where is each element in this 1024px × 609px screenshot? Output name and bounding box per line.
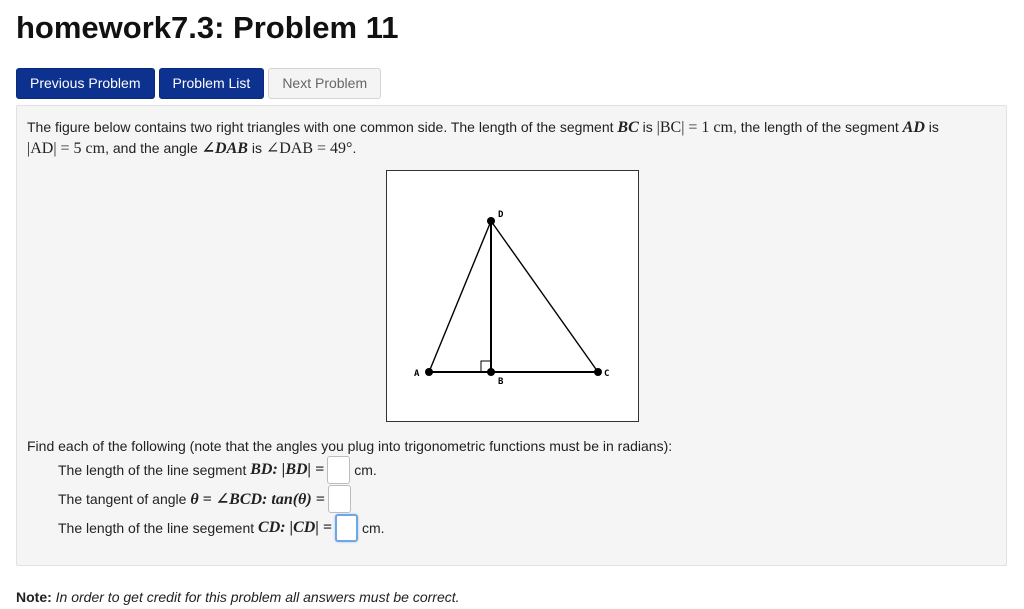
triangle-figure [386, 170, 639, 422]
next-problem-button[interactable]: Next Problem [268, 68, 381, 99]
angle-var: ∠DAB [201, 140, 248, 157]
instructions: Find each of the following (note that the angles you plug into trigonometric functions must be in radians): [27, 438, 673, 454]
point-a [425, 368, 433, 376]
label-b: B [498, 377, 504, 387]
question-text: The length of the line segment [58, 462, 247, 478]
problem-box [16, 105, 1007, 566]
problem-nav [16, 68, 381, 99]
question-cd [58, 514, 385, 542]
segment-bc-var: BC [617, 119, 639, 136]
unit-label: cm. [354, 462, 377, 478]
statement-text: is [638, 119, 657, 135]
question-math: CD: |CD| = [258, 519, 332, 536]
triangle-diagram [387, 171, 638, 421]
point-c [594, 368, 602, 376]
segment-ad-expr: |AD| = 5 cm [27, 140, 106, 157]
point-d [487, 217, 495, 225]
statement-text: is [247, 140, 266, 156]
statement-text: . [352, 140, 357, 156]
page-title: homework7.3: Problem 11 [16, 10, 399, 45]
statement-text: , and the angle [105, 140, 202, 156]
angle-expr: ∠DAB = 49° [265, 140, 353, 157]
statement-text: is [924, 119, 939, 135]
statement-text: The figure below contains two right triangles with one common side. The length of the segment [27, 119, 618, 135]
question-math: θ = ∠BCD: tan(θ) = [190, 491, 325, 508]
question-text: The tangent of angle [58, 491, 187, 507]
note-text: In order to get credit for this problem all answers must be correct. [55, 589, 460, 605]
note [16, 589, 460, 605]
unit-label: cm. [361, 520, 385, 536]
segment-ad-var: AD [902, 119, 925, 136]
segment-ad [429, 221, 491, 372]
segment-dc [491, 221, 598, 372]
question-math: BD: |BD| = [250, 461, 325, 478]
label-d: D [498, 210, 504, 220]
note-label: Note: [16, 589, 52, 605]
question-bd [58, 456, 377, 484]
label-c: C [604, 369, 610, 379]
statement-text: , the length of the segment [732, 119, 903, 135]
problem-list-button[interactable]: Problem List [159, 68, 265, 99]
problem-statement [27, 117, 997, 159]
label-a: A [414, 369, 420, 379]
answer-bd-input[interactable] [327, 456, 350, 484]
question-tan [58, 485, 355, 513]
answer-cd-input[interactable] [335, 514, 358, 542]
answer-tan-input[interactable] [328, 485, 351, 513]
question-text: The length of the line segement [58, 520, 255, 536]
segment-bc-expr: |BC| = 1 cm [656, 119, 733, 136]
point-b [487, 368, 495, 376]
previous-problem-button[interactable]: Previous Problem [16, 68, 155, 99]
